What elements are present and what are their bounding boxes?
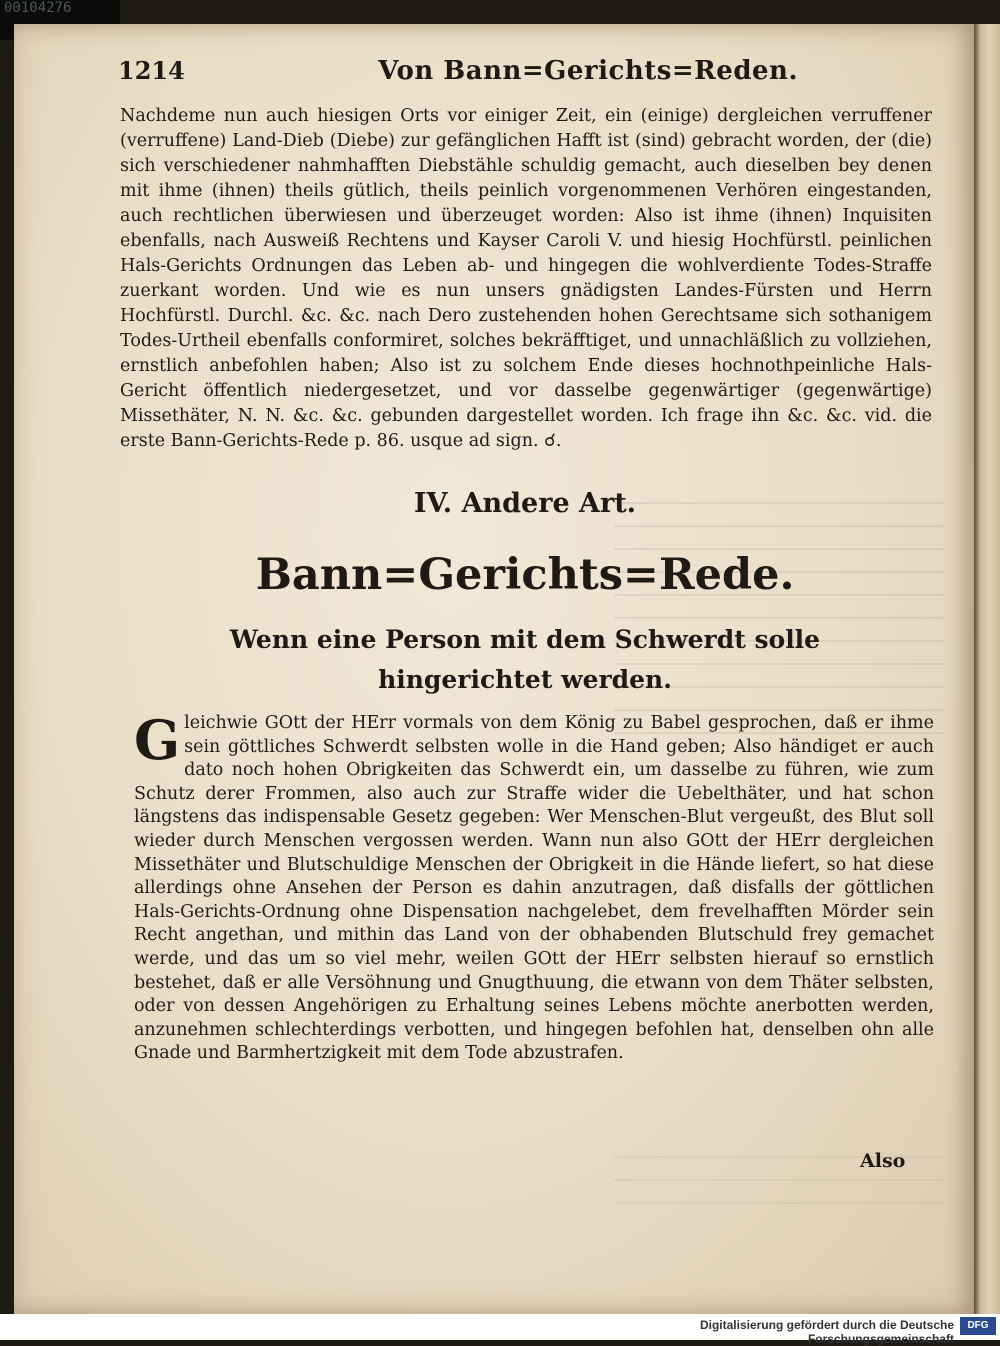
main-title: Bann=Gerichts=Rede. <box>255 550 795 600</box>
paragraph-2 <box>134 708 934 1066</box>
paragraph-2-text: leichwie GOtt der HErr vormals von dem König zu Babel gesprochen, daß er ihme sein göttliches Schwerdt selbsten wolle in die Hand geben; Also händiget er auch dato noch hohen Obrigkeiten das Schwerdt ein, um dasselbe zu führen, wie zum Schutz derer Frommen, also auch zur Straffe wider die Uebelthäter, und hat schon längstens das indispensable Gesetz gegeben: Wer Menschen-Blut vergeußt, des Blut soll wieder durch Menschen vergossen werden. Wann nun also GOtt der HErr dergleichen Missethäter und Blutschuldige Menschen der Obrigkeit in die Hände liefert, so hat diese allerdings ohne Ansehen der Person es dahin anzutragen, daß disfalls der göttlichen Hals-Gerichts-Ordnung ohne Dispensation nachgelebet, dem frevelhafften Mörder sein Recht angethan, und mithin das Land von der obhabenden Blutschuld frey gemachet werde, und das um so viel mehr, weilen GOtt der HErr selbsten hierauf so ernstlich bestehet, daß er alle Versöhnung und Gnugthuung, die etwann von dem Thäter selbsten, oder von dessen Angehörigen zu Erhaltung seines Lebens möchte anerbotten werden, anzunehmen schlechterdings verbotten, und hingegen befohlen hat, denselben ohn alle Gnade und Barmhertzigkeit mit dem Tode abzustrafen. <box>134 713 934 1064</box>
subtitle: Wenn eine Person mit dem Schwerdt solle hingerichtet werden. <box>229 625 821 694</box>
running-title: Von Bann=Gerichts=Reden. <box>378 56 798 86</box>
page-header <box>118 56 798 96</box>
adjacent-page-edge <box>974 24 1000 1314</box>
funding-credit: Digitalisierung gefördert durch die Deutsche Forschungsgemeinschaft <box>699 1318 954 1346</box>
paragraph-1: Nachdeme nun auch hiesigen Orts vor einiger Zeit, ein (einige) dergleichen verruffener (verruffene) Land-Dieb (Diebe) zur gefänglichen Hafft ist (sind) gebracht worden, der (die) sich verschiedener nahmhafften Diebstähle schuldig gemacht, auch dieselben bey denen mit ihme (ihnen) theils gütlich, theils peinlich vorgenommenen Verhören eingestanden, auch rechtlichen überwiesen und überzeuget worden: Also ist ihme (ihnen) Inquisiten ebenfalls, nach Ausweiß Rechtens und Kayser Caroli V. und hiesig Hochfürstl. peinlichen Hals-Gerichts Ordnungen das Leben ab- und hingegen die wohlverdiente Todes-Straffe zuerkant worden. Und wie es nun unsers gnädigsten Landes-Fürsten und Herrn Hochfürstl. Durchl. &c. &c. nach Dero zustehenden hohen Gerechtsame sich sothanigem Todes-Urtheil ebenfalls conformiret, solches bekräfftiget, und unnachläßlich zu vollziehen, ernstlich anbefohlen haben; Also ist zu solchem Ende dieses hochnothpeinliche Hals-Gericht öffentlich niedergesetzet, und vor dasselbe gegenwärtiger (gegenwärtige) Missethäter, N. N. &c. &c. gebunden dargestellet worden. Ich frage ihn &c. &c. vid. die erste Bann-Gerichts-Rede p. 86. usque ad sign. ☌. <box>120 106 932 451</box>
drop-cap: G <box>134 708 181 772</box>
dfg-logo: DFG <box>960 1317 996 1335</box>
section-heading: IV. Andere Art. <box>413 488 637 519</box>
catchword: Also <box>860 1150 906 1172</box>
scan-id-label: 00104276 <box>4 0 72 16</box>
page-number: 1214 <box>118 56 185 85</box>
